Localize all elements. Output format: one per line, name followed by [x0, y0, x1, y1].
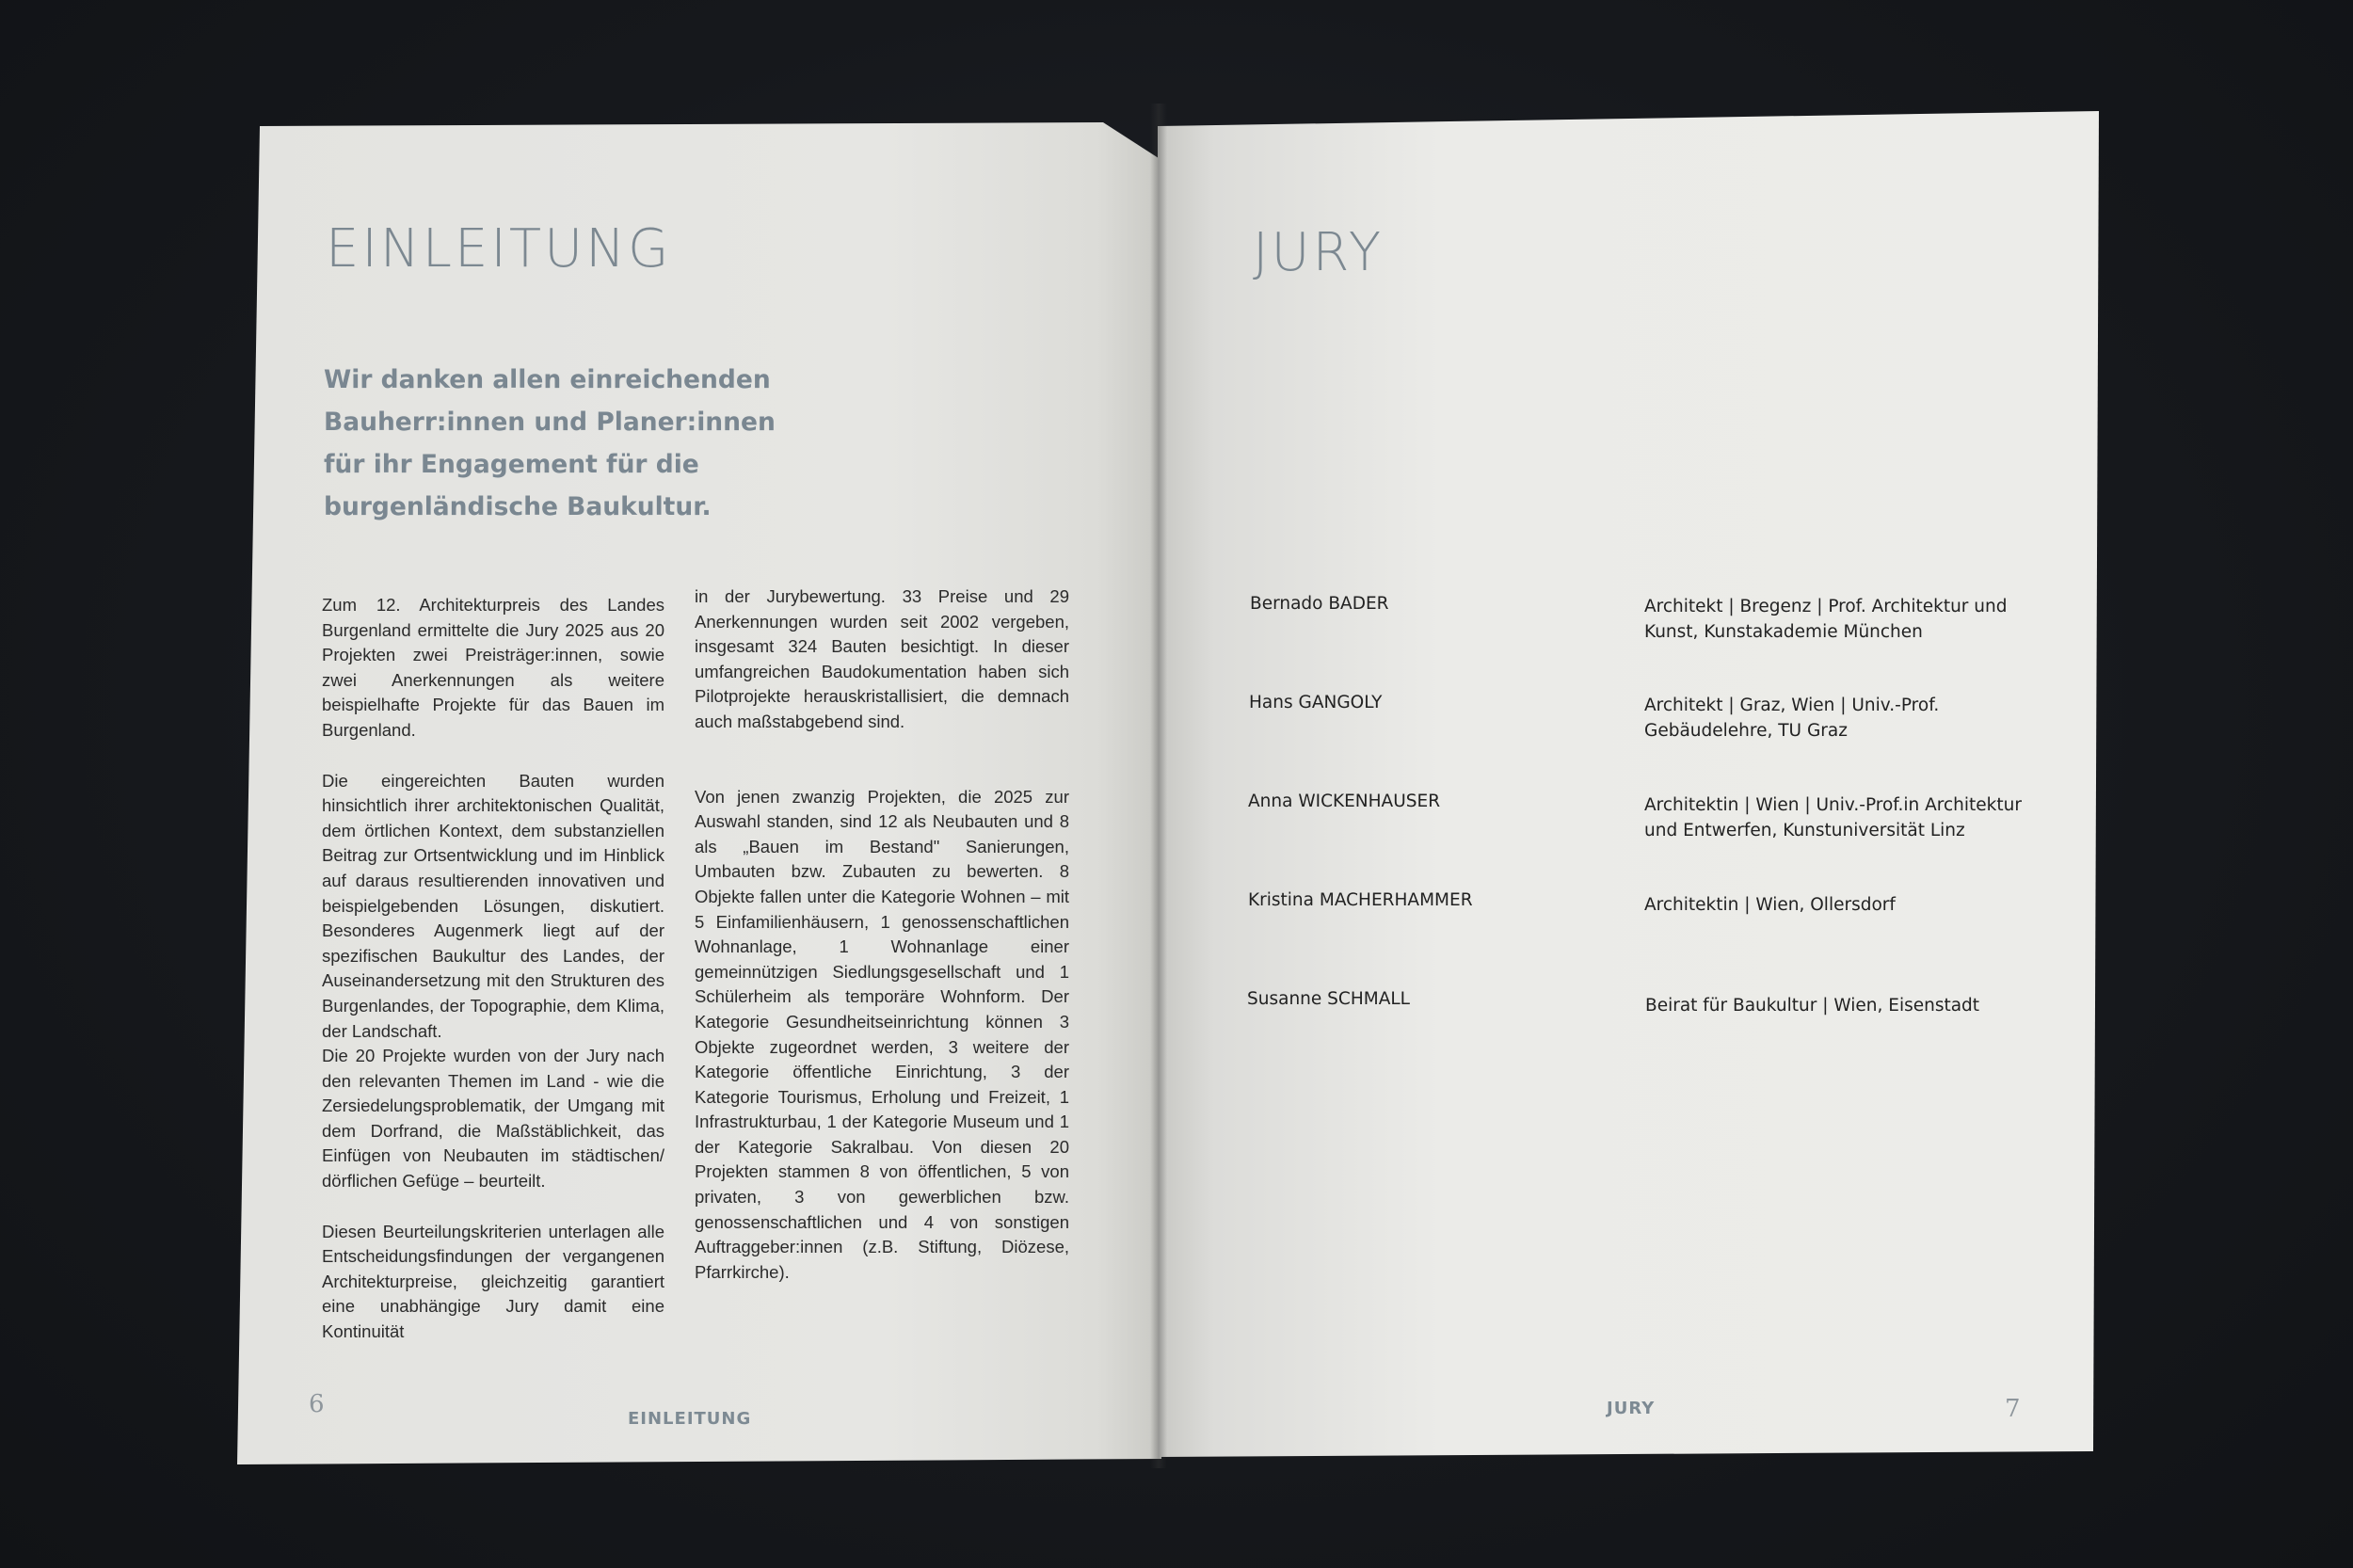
- lead-line: für ihr Engagement für die: [324, 450, 699, 479]
- jury-member-role: [1644, 694, 1939, 744]
- page-title-jury: JURY: [1253, 222, 1385, 283]
- body-paragraph: in der Jurybewertung. 33 Preise und 29 Anerkennungen wurden seit 2002 vergeben, insgesamt 324 Bauten besichtigt. In dieser umfangreichen Baudokumentation haben sich Pilotprojekte herauskristallisiert, die demnach auch maßstabgebend sind.: [695, 586, 1069, 731]
- body-paragraph: Diesen Beurteilungskriterien unterlagen alle Entscheidungsfindungen der vergangenen Architekturpreise, gleichzeitig garantiert eine unabhängige Jury damit eine Kontinuität: [322, 1221, 664, 1342]
- role-line: Architekt | Bregenz | Prof. Architektur und: [1644, 597, 2008, 616]
- role-line: Kunst, Kunstakademie München: [1644, 621, 1923, 642]
- jury-member-role: [1644, 893, 1896, 919]
- page-number-left: 6: [309, 1390, 325, 1418]
- right-page: [1158, 111, 2099, 1457]
- lead-line: Bauherr:innen und Planer:innen: [324, 408, 776, 437]
- role-line: und Entwerfen, Kunstuniversität Linz: [1644, 820, 1965, 840]
- role-line: Architektin | Wien, Ollersdorf: [1644, 895, 1896, 915]
- running-head-right: JURY: [1607, 1399, 1656, 1418]
- jury-member-role: [1645, 994, 1979, 1019]
- body-column-2: [695, 584, 1069, 1285]
- body-paragraph: Die eingereichten Bauten wurden hinsichtlich ihrer architektonischen Qualität, dem örtlichen Kontext, dem substanziellen Beitrag zur Ortsentwicklung und im Hinblick auf daraus resultierenden innovativen und beispielgebenden Lösungen, diskutiert. Besonderes Augenmerk liegt auf der spezifischen Baukultur des Landes, der Auseinandersetzung mit den Strukturen des Burgenlandes, der Topographie, dem Klima, der Landschaft.: [322, 770, 664, 1041]
- page-title-einleitung: EINLEITUNG: [326, 218, 672, 280]
- jury-member-name: Kristina MACHERHAMMER: [1248, 890, 1473, 910]
- body-column-1: [322, 593, 664, 1345]
- jury-member-name: Susanne SCHMALL: [1247, 989, 1410, 1009]
- lead-line: Wir danken allen einreichenden: [324, 365, 771, 394]
- book-gutter: [1150, 104, 1167, 1468]
- body-paragraph: Von jenen zwanzig Projekten, die 2025 zur Auswahl standen, sind 12 als Neubauten und 8 als „Bauen im Bestand" Sanierungen, Umbauten bzw. Zubauten zu bewerten. 8 Objekte fallen unter die Kategorie Wohnen – mit 5 Einfamilienhäusern, 1 genossenschaftlichen Wohnanlage, 1 Wohnanlage einer gemeinnützigen Siedlungsgesellschaft und 1 Schülerheim als temporäre Wohnform. Der Kategorie Gesundheitseinrichtung können 3 Objekte zugeordnet werden, 3 weitere der Kategorie öffentliche Einrichtung, 3 der Kategorie Tourismus, Erholung und Freizeit, 1 Infrastrukturbau, 1 der Kategorie Museum und 1 der Kategorie Sakralbau. Von diesen 20 Projekten stammen 8 von öffentlichen, 5 von privaten, 3 von gewerblichen bzw. genossenschaftlichen und 4 von sonstigen Auftraggeber:innen (z.B. Stiftung, Diözese, Pfarrkirche).: [695, 786, 1069, 1282]
- body-paragraph: Die 20 Projekte wurden von der Jury nach den relevanten Themen im Land - wie die Zersiedelungsproblematik, der Umgang mit dem Dorfrand, die Maßstäblichkeit, das Einfügen von Neubauten im städtischen/ dörflichen Gefüge – beurteilt.: [322, 1046, 664, 1192]
- page-number-right: 7: [2005, 1395, 2021, 1423]
- jury-member-role: [1644, 595, 2008, 645]
- jury-member-name: Anna WICKENHAUSER: [1248, 792, 1441, 811]
- jury-member-name: Hans GANGOLY: [1249, 693, 1383, 712]
- body-paragraph: Zum 12. Architekturpreis des Landes Burgenland ermittelte die Jury 2025 aus 20 Projekten zwei Preisträger:innen, sowie zwei Anerkennungen als weitere beispielhafte Projekte für das Bauen im Burgenland.: [322, 595, 664, 740]
- role-line: Architektin | Wien | Univ.-Prof.in Architektur: [1644, 795, 2022, 815]
- role-line: Gebäudelehre, TU Graz: [1644, 720, 1848, 741]
- lead-line: burgenländische Baukultur.: [324, 492, 712, 521]
- running-head-left: EINLEITUNG: [628, 1409, 752, 1429]
- role-line: Architekt | Graz, Wien | Univ.-Prof.: [1644, 696, 1940, 715]
- role-line: Beirat für Baukultur | Wien, Eisenstadt: [1645, 996, 1980, 1016]
- jury-member-role: [1644, 793, 2022, 843]
- jury-member-name: Bernado BADER: [1250, 594, 1389, 614]
- lead-paragraph: [324, 359, 776, 528]
